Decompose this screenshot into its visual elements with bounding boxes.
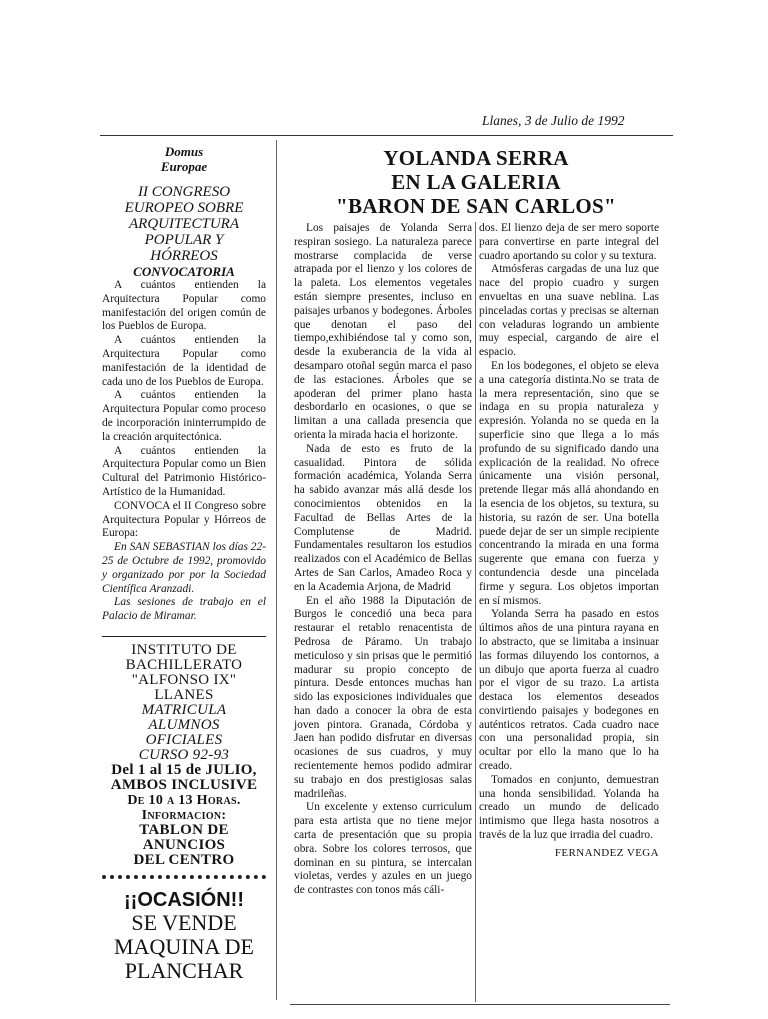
byline: FERNANDEZ VEGA <box>554 846 659 859</box>
instituto-ad: INSTITUTO DE BACHILLERATO "ALFONSO IX" LLANES MATRICULA ALUMNOS OFICIALES CURSO 92-93 Del 1 al 15 de JULIO, AMBOS INCLUSIVE De 10 a 13 Horas. Informacion: TABLON DE ANUNCIOS DEL CENTRO <box>110 641 258 868</box>
column-divider-left <box>276 140 277 1000</box>
article-paragraph: En los bodegones, el objeto se eleva a una categoría distinta.No se trata de la mera representación, sino que se indaga en su propia naturaleza y expresión. Yolanda no se queda en la superficie sino que llega a lo más profundo de su significado dando una explicación de la realidad. No ofrece únicamente una visión personal, pretende llegar más allá ahondando en la esencia de los objetos, su textura, su historia, su razón de ser. Una botella puede dejar de ser un simple recipiente concentrando la mirada en una forma sugerente que emana con fuerza y contundencia desde una pincelada firme y segura. Los objetos importan en sí mismos. <box>479 359 659 607</box>
separator <box>102 636 266 637</box>
dateline: Llanes, 3 de Julio de 1992 <box>482 113 625 128</box>
bottom-rule <box>290 1004 670 1005</box>
convoc-paragraph: A cuántos entienden la Arquitectura Popular como manifestación de la identidad de cada uno de los Pueblos de Europa. <box>102 334 266 388</box>
article-column-2 <box>479 222 659 859</box>
vende-ad: SE VENDE MAQUINA DE PLANCHAR <box>114 909 254 983</box>
ocasion-heading: ¡¡OCASIÓN!! <box>124 888 244 911</box>
congreso-title: II CONGRESO EUROPEO SOBRE ARQUITECTURA POPULAR Y HÓRREOS <box>124 184 244 264</box>
convoc-paragraph: A cuántos entienden la Arquitectura Popular como manifestación del origen común de los Pueblos de Europa. <box>102 279 266 333</box>
convoc-venue: En SAN SEBASTIAN los días 22-25 de Octubre de 1992, promovido y organizado por por la Sociedad Científica Aranzadi. <box>102 541 266 595</box>
article-paragraph: Tomados en conjunto, demuestran una honda sensibilidad. Yolanda ha creado un mundo de delicado intimismo que llega hasta nosotros a través de la luz que irradia del cuadro. <box>479 773 659 842</box>
column-divider-right <box>475 222 476 1002</box>
dotted-separator <box>102 875 266 879</box>
convoc-paragraph: CONVOCA el II Congreso sobre Arquitectura Popular y Hórreos de Europa: <box>102 499 266 540</box>
top-rule <box>100 135 673 136</box>
article-paragraph: Un excelente y extenso curriculum para esta artista que no tiene mejor carta de presentación que su propia obra. Sobre los colores terrosos, que dominan en su pintura, se intercalan violetas, verdes y azules en un juego de contrastes con tonos más cáli- <box>294 801 472 897</box>
article-paragraph: Yolanda Serra ha pasado en estos últimos años de una pintura rayana en lo abstracto, que se limitaba a insinuar las formas diluyendo los contornos, a un dibujo que aporta fuerza al cuadro por el vigor de su trazo. La artista destaca los elementos deseados convirtiendo paisajes y bodegones en auténticos retratos. Cada cuadro nace con una personalidad propia, sin ocultar por ello la mano que lo ha creado. <box>479 608 659 773</box>
convoc-sessions: Las sesiones de trabajo en el Palacio de Miramar. <box>102 596 266 623</box>
article-paragraph: Los paisajes de Yolanda Serra respiran sosiego. La naturaleza parece mostrarse complacida de verse atrapada por el lienzo y los colores de la paleta. Los elementos vegetales están siempre presentes, incluso en paisajes urbanos y bodegones. Árboles que denotan el paso del tiempo,exhibiéndose tal y como son, desde la exuberancia de la vida al desamparo otoñal según marca el paso de las estaciones. Árboles que se apoderan del primer plano hasta desbordarlo en ocasiones, o que se limitan a una callada presencia que orienta la mirada hacia el horizonte. <box>294 222 472 441</box>
convoc-paragraph: A cuántos entienden la Arquitectura Popular como proceso de incorporación ininterrumpido de la creación arquitectónica. <box>102 389 266 443</box>
convocatoria-heading: CONVOCATORIA <box>133 264 235 279</box>
left-column <box>102 144 266 983</box>
article-paragraph: dos. El lienzo deja de ser mero soporte para convertirse en parte integral del cuadro aportando su color y su textura. <box>479 222 659 262</box>
convoc-paragraph: A cuántos entienden la Arquitectura Popular como un Bien Cultural del Patrimonio Histórico-Artístico de la Humanidad. <box>102 444 266 498</box>
article-column-1 <box>294 222 472 898</box>
domus-europae: Domus Europae <box>160 144 208 174</box>
article-headline: YOLANDA SERRA EN LA GALERIA "BARON DE SAN CARLOS" <box>336 146 616 218</box>
article-paragraph: Atmósferas cargadas de una luz que nace del propio cuadro y surgen envueltas en una suave neblina. Las pinceladas cortas y precisas se alternan con veladuras logrando un ambiente muy especial, cargando de aire el espacio. <box>479 263 659 359</box>
article-paragraph: En el año 1988 la Diputación de Burgos le concedió una beca para restaurar el retablo renacentista de Pedrosa de Páramo. Un trabajo meticuloso y sin prisas que le permitió madurar su propio concepto de pintura. Desde entonces muchas han sido las exposiciones individuales que han dado a conocer la obra de esta joven pintora. Granada, Córdoba y Jaen han podido disfrutar en diversas ocasiones de sus cuadros, y muy recientemente hemos podido admirar su trabajo en dos prestigiosas salas madrileñas. <box>294 594 472 800</box>
article-paragraph: Nada de esto es fruto de la casualidad. Pintora de sólida formación académica, Yolanda Serra ha sabido avanzar más allá desde los conocimientos obtenidos en la Facultad de Bellas Artes de la Complutense de Madrid. Fundamentales resultaron los estudios realizados con el Académico de Bellas Artes de San Carlos, Amadeo Roca y en la Academia Arjona, de Madrid <box>294 442 472 593</box>
